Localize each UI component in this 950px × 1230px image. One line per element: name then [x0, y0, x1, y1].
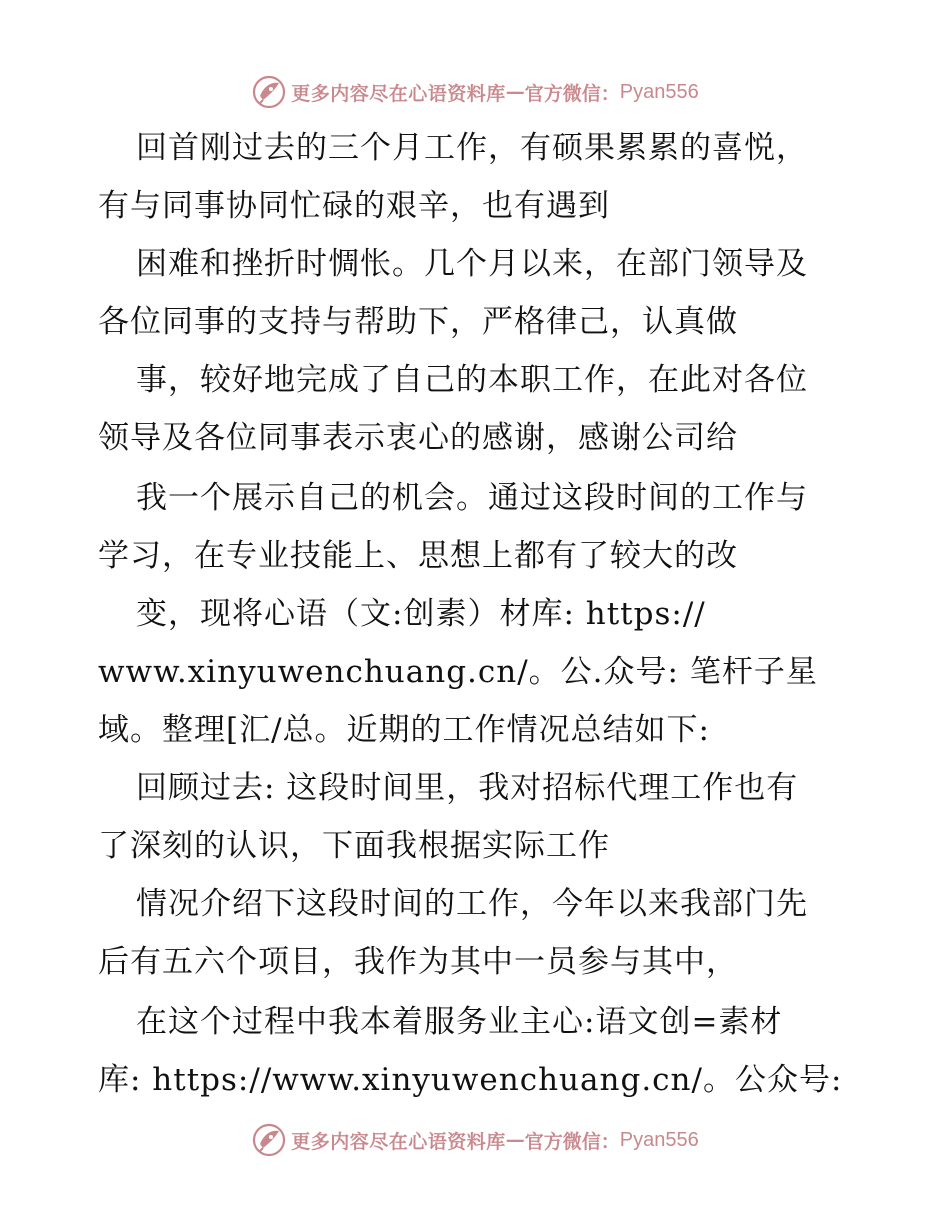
footer-watermark: [0, 1120, 950, 1160]
body-line: 领导及各位同事表示衷心的感谢，感谢公司给: [98, 420, 738, 456]
watermark-label: 官方微信：: [524, 82, 620, 105]
watermark-text: 更多内容尽在心语资料库: [291, 1130, 506, 1153]
watermark-separator: —: [505, 81, 525, 103]
pen-nib-seal-icon: [251, 74, 287, 110]
body-line: 情况介绍下这段时间的工作，今年以来我部门先: [136, 886, 808, 922]
body-line: 回顾过去: 这段时间里，我对招标代理工作也有: [136, 770, 799, 806]
body-line: 变，现将心语（文:创素）材库: https://: [136, 596, 706, 632]
watermark-label: 官方微信：: [524, 1130, 620, 1153]
watermark-wechat-id: Pyan556: [619, 80, 699, 103]
body-line: 域。整理[汇/总。近期的工作情况总结如下:: [98, 712, 710, 748]
header-watermark: [0, 72, 950, 112]
body-line: 了深刻的认识，下面我根据实际工作: [98, 828, 610, 864]
body-line: 后有五六个项目，我作为其中一员参与其中，: [98, 944, 738, 980]
body-line: 库: https://www.xinyuwenchuang.cn/。公众号:: [98, 1062, 843, 1098]
pen-nib-seal-icon: [251, 1122, 287, 1158]
body-line: 在这个过程中我本着服务业主心:语文创=素材: [136, 1004, 783, 1040]
body-line: 我一个展示自己的机会。通过这段时间的工作与: [136, 480, 808, 516]
watermark-wechat-id: Pyan556: [619, 1128, 699, 1151]
body-line: 事，较好地完成了自己的本职工作，在此对各位: [136, 362, 808, 398]
body-line: 学习，在专业技能上、思想上都有了较大的改: [98, 538, 738, 574]
watermark-separator: —: [505, 1129, 525, 1151]
body-line: www.xinyuwenchuang.cn/。公.众号: 笔杆子星: [98, 654, 818, 690]
watermark-text: 更多内容尽在心语资料库: [291, 82, 506, 105]
body-line: 困难和挫折时惆怅。几个月以来，在部门领导及: [136, 246, 808, 282]
body-line: 各位同事的支持与帮助下，严格律己，认真做: [98, 304, 738, 340]
body-line: 回首刚过去的三个月工作，有硕果累累的喜悦，: [136, 130, 808, 166]
body-line: 有与同事协同忙碌的艰辛，也有遇到: [98, 188, 610, 224]
